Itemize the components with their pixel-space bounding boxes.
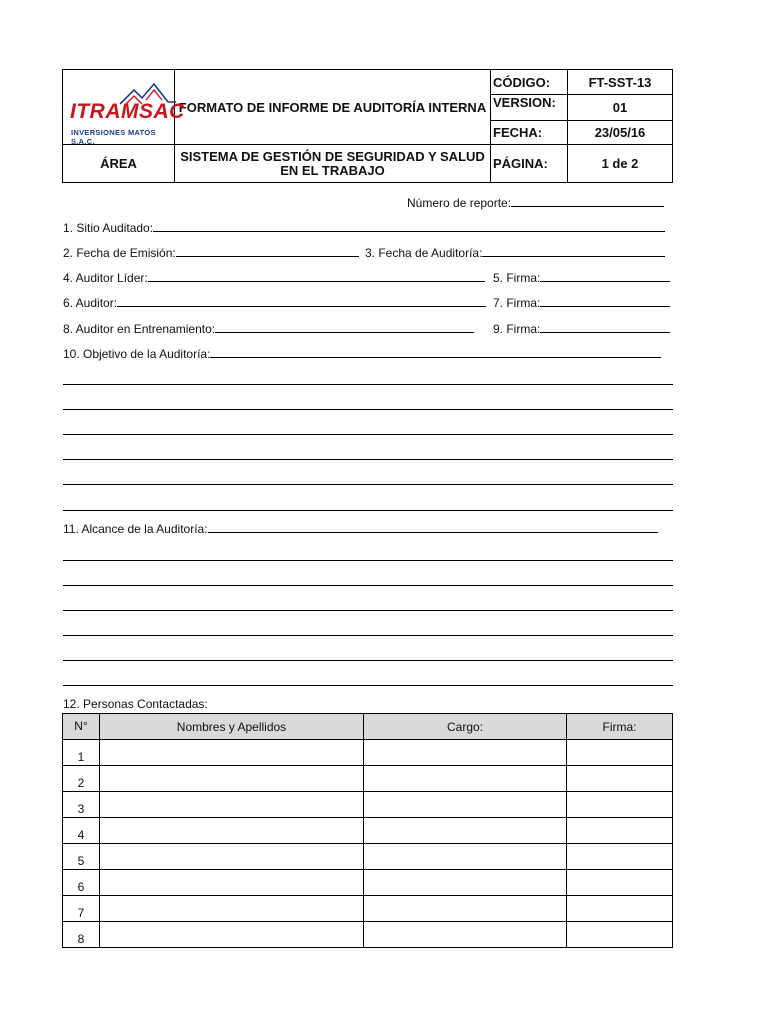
fecha-emision-line[interactable] bbox=[176, 244, 359, 257]
firma-cell[interactable] bbox=[567, 792, 673, 818]
firma-cell[interactable] bbox=[567, 870, 673, 896]
cargo-cell[interactable] bbox=[364, 844, 567, 870]
fecha-auditoria-field[interactable] bbox=[365, 244, 665, 260]
nombres-cell[interactable] bbox=[100, 818, 364, 844]
nombres-cell[interactable] bbox=[100, 922, 364, 948]
firma-cell[interactable] bbox=[567, 922, 673, 948]
table-row bbox=[63, 922, 673, 948]
alcance-blank-line[interactable] bbox=[63, 635, 673, 636]
objetivo-blank-line[interactable] bbox=[63, 459, 673, 460]
table-row bbox=[63, 792, 673, 818]
objetivo-blank-line[interactable] bbox=[63, 510, 673, 511]
firma7-field[interactable] bbox=[493, 294, 670, 310]
row-number: 4 bbox=[63, 818, 100, 844]
firma-cell[interactable] bbox=[567, 818, 673, 844]
auditor-entrenamiento-field[interactable] bbox=[63, 320, 474, 336]
row-number: 5 bbox=[63, 844, 100, 870]
fecha-emision-field[interactable] bbox=[63, 244, 359, 260]
table-row bbox=[63, 896, 673, 922]
firma5-label: 5. Firma: bbox=[493, 271, 541, 285]
auditor-lider-line[interactable] bbox=[148, 269, 485, 282]
codigo-label: CÓDIGO: bbox=[491, 70, 568, 95]
auditor-line[interactable] bbox=[117, 294, 486, 307]
numero-reporte-label: Número de reporte: bbox=[407, 196, 512, 210]
nombres-cell[interactable] bbox=[100, 844, 364, 870]
cargo-cell[interactable] bbox=[364, 870, 567, 896]
nombres-cell[interactable] bbox=[100, 870, 364, 896]
col-header-numero: N° bbox=[63, 714, 100, 740]
firma9-label: 9. Firma: bbox=[493, 322, 541, 336]
fecha-auditoria-label: 3. Fecha de Auditoría: bbox=[365, 246, 483, 260]
pagina-value: 1 de 2 bbox=[568, 145, 673, 183]
objetivo-blank-line[interactable] bbox=[63, 484, 673, 485]
row-number: 7 bbox=[63, 896, 100, 922]
table-row bbox=[63, 818, 673, 844]
alcance-blank-line[interactable] bbox=[63, 660, 673, 661]
cargo-cell[interactable] bbox=[364, 792, 567, 818]
fecha-value: 23/05/16 bbox=[568, 120, 673, 144]
auditor-lider-label: 4. Auditor Líder: bbox=[63, 271, 148, 285]
objetivo-line[interactable] bbox=[210, 345, 661, 358]
nombres-cell[interactable] bbox=[100, 896, 364, 922]
area-label: ÁREA bbox=[63, 145, 175, 183]
cargo-cell[interactable] bbox=[364, 896, 567, 922]
firma-cell[interactable] bbox=[567, 844, 673, 870]
firma-cell[interactable] bbox=[567, 766, 673, 792]
nombres-cell[interactable] bbox=[100, 740, 364, 766]
alcance-blank-line[interactable] bbox=[63, 585, 673, 586]
fecha-label: FECHA: bbox=[491, 120, 568, 144]
objetivo-label: 10. Objetivo de la Auditoría: bbox=[63, 347, 211, 361]
document-title: FORMATO DE INFORME DE AUDITORÍA INTERNA bbox=[175, 70, 491, 145]
firma5-line[interactable] bbox=[540, 269, 670, 282]
logo bbox=[63, 70, 185, 146]
table-row bbox=[63, 766, 673, 792]
alcance-blank-line[interactable] bbox=[63, 560, 673, 561]
logo-subtitle: INVERSIONES MATOS S.A.C. bbox=[71, 128, 156, 146]
objetivo-blank-line[interactable] bbox=[63, 434, 673, 435]
objetivo-blank-line[interactable] bbox=[63, 409, 673, 410]
auditor-entrenamiento-line[interactable] bbox=[215, 320, 474, 333]
nombres-cell[interactable] bbox=[100, 766, 364, 792]
firma7-label: 7. Firma: bbox=[493, 296, 541, 310]
personas-table bbox=[62, 713, 673, 948]
col-header-cargo: Cargo: bbox=[364, 714, 567, 740]
table-row bbox=[63, 870, 673, 896]
sitio-line[interactable] bbox=[153, 219, 665, 232]
auditor-field[interactable] bbox=[63, 294, 486, 310]
objetivo-blank-line[interactable] bbox=[63, 384, 673, 385]
col-header-nombres: Nombres y Apellidos bbox=[100, 714, 364, 740]
logo-name: ITRAMSAC bbox=[70, 100, 185, 123]
table-row bbox=[63, 844, 673, 870]
sitio-label: 1. Sitio Auditado: bbox=[63, 221, 154, 235]
auditor-lider-field[interactable] bbox=[63, 269, 485, 285]
alcance-blank-line[interactable] bbox=[63, 610, 673, 611]
firma-cell[interactable] bbox=[567, 896, 673, 922]
nombres-cell[interactable] bbox=[100, 792, 364, 818]
cargo-cell[interactable] bbox=[364, 766, 567, 792]
table-row bbox=[63, 740, 673, 766]
fecha-emision-label: 2. Fecha de Emisión: bbox=[63, 246, 176, 260]
alcance-line[interactable] bbox=[208, 520, 658, 533]
col-header-firma: Firma: bbox=[567, 714, 673, 740]
alcance-label: 11. Alcance de la Auditoría: bbox=[63, 522, 208, 536]
firma9-field[interactable] bbox=[493, 320, 670, 336]
firma-cell[interactable] bbox=[567, 740, 673, 766]
area-value: SISTEMA DE GESTIÓN DE SEGURIDAD Y SALUD EN EL TRABAJO bbox=[175, 145, 491, 183]
alcance-blank-line[interactable] bbox=[63, 685, 673, 686]
row-number: 8 bbox=[63, 922, 100, 948]
auditor-label: 6. Auditor: bbox=[63, 296, 118, 310]
numero-reporte-field[interactable] bbox=[407, 194, 664, 210]
row-number: 1 bbox=[63, 740, 100, 766]
cargo-cell[interactable] bbox=[364, 818, 567, 844]
cargo-cell[interactable] bbox=[364, 922, 567, 948]
numero-reporte-line[interactable] bbox=[511, 194, 664, 207]
version-value: 01 bbox=[568, 95, 673, 120]
objetivo-field[interactable] bbox=[63, 345, 661, 361]
firma5-field[interactable] bbox=[493, 269, 670, 285]
header-table bbox=[62, 69, 673, 183]
sitio-field[interactable] bbox=[63, 219, 665, 235]
pagina-label: PÁGINA: bbox=[491, 145, 568, 183]
row-number: 3 bbox=[63, 792, 100, 818]
firma7-line[interactable] bbox=[540, 294, 670, 307]
row-number: 6 bbox=[63, 870, 100, 896]
auditor-entrenamiento-label: 8. Auditor en Entrenamiento: bbox=[63, 322, 216, 336]
fecha-auditoria-line[interactable] bbox=[482, 244, 665, 257]
row-number: 2 bbox=[63, 766, 100, 792]
firma9-line[interactable] bbox=[540, 320, 670, 333]
personas-header-row bbox=[63, 714, 673, 740]
cargo-cell[interactable] bbox=[364, 740, 567, 766]
version-label: VERSION: bbox=[491, 95, 568, 120]
alcance-field[interactable] bbox=[63, 520, 658, 536]
codigo-value: FT-SST-13 bbox=[568, 70, 673, 95]
personas-title: 12. Personas Contactadas: bbox=[63, 697, 208, 711]
